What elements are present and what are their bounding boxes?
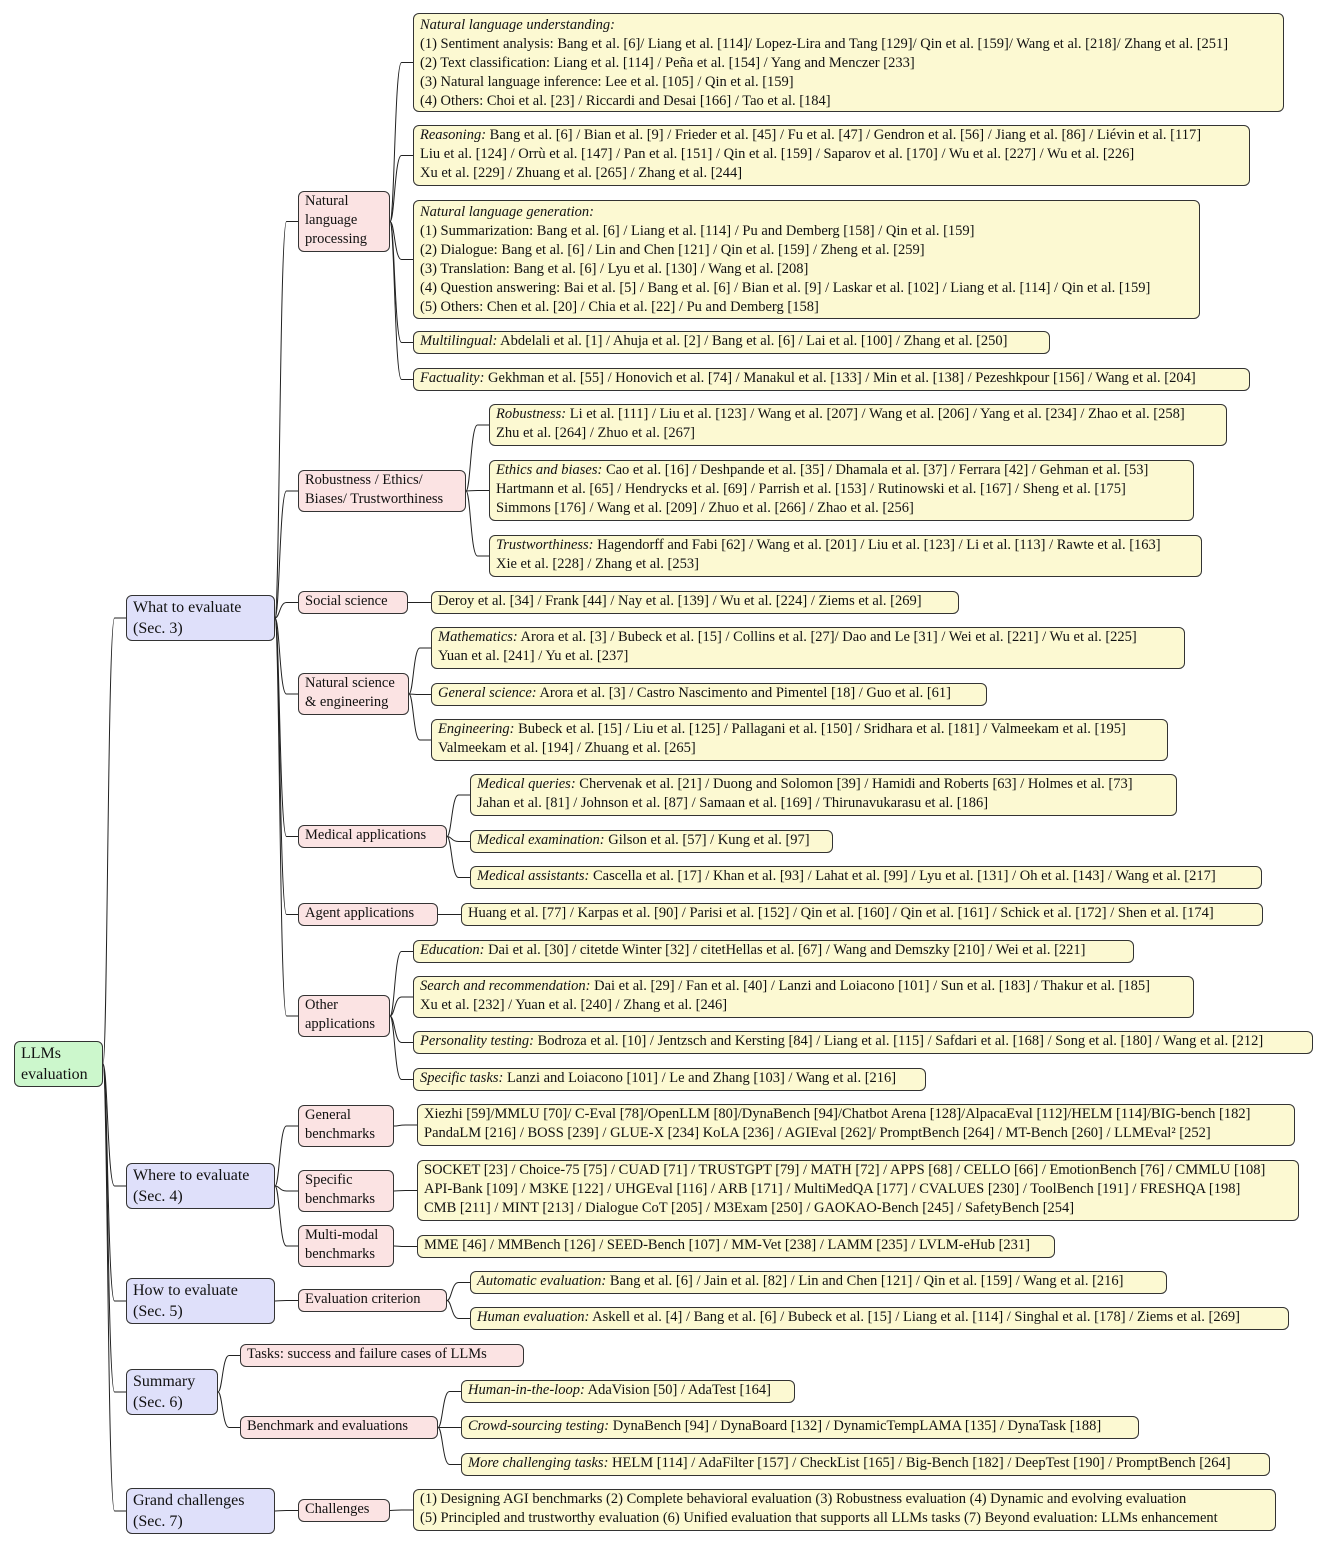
personality-text: Bodroza et al. [10] / Jentzsch and Kersting [84] / Liang et al. [115] / Safdari et al. [168] / Song et al. [180] / Wang et al. [212]	[533, 1033, 1264, 1049]
nlu-line-2: (2) Text classification: Liang et al. [114] / Peña et al. [154] / Yang and Menczer [233]	[420, 55, 915, 71]
edge-how-to-evaluate-node-evaluation-criterion-node	[275, 1301, 298, 1302]
general-bench-line-1: Xiezhi [59]/MMLU [70]/ C-Eval [78]/OpenLLM [80]/DynaBench [94]/Chatbot Arena [128]/AlpacaEval [112]/HELM [114]/BIG-bench [182]	[424, 1106, 1251, 1122]
general-bench-label-2: benchmarks	[305, 1126, 376, 1142]
med-exam-label: Medical examination:	[477, 832, 605, 848]
medical-applications-node	[298, 825, 447, 848]
med-queries-line-2: Jahan et al. [81] / Johnson et al. [87] / Samaan et al. [169] / Thirunavukarasu et al. [186]	[477, 795, 989, 811]
trust-line-2: Xie et al. [228] / Zhang et al. [253]	[496, 556, 699, 572]
general-science-label: General science:	[438, 685, 537, 701]
specific-bench-line-2: API-Bank [109] / M3KE [122] / UHGEval [116] / ARB [171] / MultiMedQA [177] / CVALUES [230] / ToolBench [191] / FRESHQA [198]	[424, 1181, 1241, 1197]
edge-grand-challenges-node-challenges-node	[275, 1511, 298, 1512]
robust-label-1: Robustness / Ethics/	[305, 472, 423, 488]
medical-examination-leaf	[470, 830, 833, 853]
summary-sec: (Sec. 6)	[133, 1394, 183, 1411]
trustworthiness-leaf	[489, 535, 1202, 577]
edge-natural-science-node-general-science-leaf	[409, 694, 431, 695]
what-to-evaluate-node	[126, 595, 275, 641]
bench-eval-label: Benchmark and evaluations	[247, 1418, 409, 1434]
nlg-title: Natural language generation:	[420, 204, 594, 220]
edge-nlp-node-nlu-leaf	[390, 63, 413, 222]
nlp-label-1: Natural	[305, 193, 349, 209]
challenging-tasks-leaf	[461, 1453, 1270, 1476]
medical-label: Medical applications	[305, 827, 427, 843]
root-label: LLMs evaluation	[21, 1045, 88, 1083]
edge-robustness-ethics-node-ethics-biases-leaf	[466, 491, 489, 492]
personality-testing-leaf	[413, 1031, 1313, 1054]
social-science-node	[298, 591, 408, 614]
personality-label: Personality testing:	[420, 1033, 534, 1049]
summary-label: Summary	[133, 1373, 196, 1390]
med-queries-line-1: Chervenak et al. [21] / Duong and Solomon [39] / Hamidi and Roberts [63] / Holmes et al. [73]	[575, 776, 1133, 792]
automatic-evaluation-leaf	[470, 1271, 1167, 1294]
math-line-2: Yuan et al. [241] / Yu et al. [237]	[438, 648, 629, 664]
edge-benchmark-evaluations-node-human-in-the-loop-leaf	[438, 1392, 461, 1428]
natsci-label-2: & engineering	[305, 694, 389, 710]
edge-general-benchmarks-node-general-benchmarks-leaf	[394, 1125, 417, 1126]
natsci-label-1: Natural science	[305, 675, 395, 691]
specific-tasks-leaf	[413, 1068, 926, 1091]
ethics-biases-leaf	[489, 460, 1194, 521]
eng-line-2: Valmeekam et al. [194] / Zhuang et al. [265]	[438, 740, 696, 756]
hitl-text: AdaVision [50] / AdaTest [164]	[584, 1382, 771, 1398]
specific-bench-line-3: CMB [211] / MINT [213] / Dialogue CoT [205] / M3Exam [250] / GAOKAO-Bench [245] / SafetyBench [254]	[424, 1200, 1075, 1216]
grand-label: Grand challenges	[133, 1492, 245, 1509]
summary-node	[126, 1369, 218, 1415]
challenges-line-1: (1) Designing AGI benchmarks (2) Complete behavioral evaluation (3) Robustness evaluation (4) Dynamic and evolving evaluation	[420, 1491, 1187, 1507]
reasoning-leaf	[413, 125, 1250, 186]
robustness-label: Robustness:	[496, 406, 567, 422]
nlg-line-1: (1) Summarization: Bang et al. [6] / Liang et al. [114] / Pu and Demberg [158] / Qin et al. [159]	[420, 223, 975, 239]
reasoning-line-1: Bang et al. [6] / Bian et al. [9] / Frieder et al. [45] / Fu et al. [47] / Gendron et al. [56] / Jiang et al. [86] / Liévin et al. [117]	[486, 127, 1202, 143]
what-sec: (Sec. 3)	[133, 620, 183, 637]
ethics-line-1: Cao et al. [16] / Deshpande et al. [35] / Dhamala et al. [37] / Ferrara [42] / Gehman et al. [53]	[602, 462, 1149, 478]
trust-label: Trustworthiness:	[496, 537, 594, 553]
where-sec: (Sec. 4)	[133, 1188, 183, 1205]
social-text: Deroy et al. [34] / Frank [44] / Nay et al. [139] / Wu et al. [224] / Ziems et al. [269]	[438, 593, 922, 609]
medical-assistants-leaf	[470, 866, 1262, 889]
human-text: Askell et al. [4] / Bang et al. [6] / Bubeck et al. [15] / Liang et al. [114] / Singhal et al. [178] / Ziems et al. [269]	[589, 1309, 1240, 1325]
evaluation-criterion-node	[298, 1289, 447, 1312]
edge-where-to-evaluate-node-specific-benchmarks-node	[275, 1186, 298, 1191]
search-label: Search and recommendation:	[420, 978, 591, 994]
edge-specific-benchmarks-node-specific-benchmarks-leaf	[394, 1191, 417, 1192]
human-in-the-loop-leaf	[461, 1380, 795, 1403]
other-label-2: applications	[305, 1016, 376, 1032]
natural-science-node	[298, 673, 409, 715]
reasoning-label: Reasoning:	[420, 127, 487, 143]
edge-natural-science-node-mathematics-leaf	[409, 648, 431, 694]
nlp-label-3: processing	[305, 231, 368, 247]
ethics-line-3: Simmons [176] / Wang et al. [209] / Zhuo et al. [266] / Zhao et al. [256]	[496, 500, 914, 516]
hard-text: HELM [114] / AdaFilter [157] / CheckList [165] / Big-Bench [182] / DeepTest [190] / PromptBench [264]	[608, 1455, 1231, 1471]
multimodal-label-1: Multi-modal	[305, 1227, 379, 1243]
crowd-label: Crowd-sourcing testing:	[468, 1418, 610, 1434]
reasoning-line-3: Xu et al. [229] / Zhuang et al. [265] / Zhang et al. [244]	[420, 165, 743, 181]
multilingual-text: Abdelali et al. [1] / Ahuja et al. [2] / Bang et al. [6] / Lai et al. [100] / Zhang et al. [250]	[497, 333, 1008, 349]
hitl-label: Human-in-the-loop:	[468, 1382, 585, 1398]
search-line-2: Xu et al. [232] / Yuan et al. [240] / Zhang et al. [246]	[420, 997, 728, 1013]
general-science-leaf	[431, 683, 987, 706]
edge-robustness-ethics-node-robustness-leaf	[466, 425, 489, 491]
nlg-line-5: (5) Others: Chen et al. [20] / Chia et al. [22] / Pu and Demberg [158]	[420, 299, 819, 315]
nlg-leaf	[413, 200, 1200, 319]
general-bench-line-2: PandaLM [216] / BOSS [239] / GLUE-X [234] KoLA [236] / AGIEval [262]/ PromptBench [264] / MT-Bench [260] / LLMEval² [252]	[424, 1125, 1211, 1141]
general-bench-label-1: General	[305, 1107, 351, 1123]
edge-what-to-evaluate-node-nlp-node	[275, 222, 298, 619]
robustness-line-1: Li et al. [111] / Liu et al. [123] / Wang et al. [207] / Wang et al. [206] / Yang et al. [234] / Zhao et al. [258]	[566, 406, 1185, 422]
search-recommendation-leaf	[413, 976, 1194, 1018]
robust-label-2: Biases/ Trustworthiness	[305, 491, 444, 507]
where-to-evaluate-node	[126, 1163, 275, 1209]
edge-medical-applications-node-medical-assistants-leaf	[447, 837, 470, 878]
robustness-line-2: Zhu et al. [264] / Zhuo et al. [267]	[496, 425, 695, 441]
crowd-sourcing-leaf	[461, 1416, 1139, 1439]
nlu-leaf	[413, 13, 1284, 112]
specific-tasks-label: Specific tasks:	[420, 1070, 504, 1086]
math-label: Mathematics:	[438, 629, 518, 645]
general-benchmarks-node	[298, 1105, 394, 1147]
specific-benchmarks-leaf	[417, 1160, 1299, 1221]
specific-benchmarks-node	[298, 1170, 394, 1212]
edge-where-to-evaluate-node-multimodal-benchmarks-node	[275, 1186, 298, 1246]
general-science-text: Arora et al. [3] / Castro Nascimento and Pimentel [18] / Guo et al. [61]	[536, 685, 951, 701]
nlp-node	[298, 191, 390, 252]
multimodal-benchmarks-node	[298, 1225, 394, 1267]
general-benchmarks-leaf	[417, 1104, 1295, 1146]
specific-bench-label-2: benchmarks	[305, 1191, 376, 1207]
medical-queries-leaf	[470, 774, 1177, 816]
edge-multimodal-benchmarks-node-multimodal-benchmarks-leaf	[394, 1246, 417, 1247]
nlg-line-4: (4) Question answering: Bai et al. [5] / Bang et al. [6] / Bian et al. [9] / Laskar et al. [102] / Liang et al. [114] / Qin et al. [159]	[420, 280, 1151, 296]
engineering-leaf	[431, 719, 1168, 761]
ethics-line-2: Hartmann et al. [65] / Hendrycks et al. [69] / Parrish et al. [153] / Rutinowski et al. [167] / Sheng et al. [175]	[496, 481, 1126, 497]
factuality-text: Gekhman et al. [55] / Honovich et al. [74] / Manakul et al. [133] / Min et al. [138] / Pezeshkpour [156] / Wang et al. [204]	[484, 370, 1196, 386]
edge-other-applications-node-education-leaf	[390, 952, 413, 1017]
multilingual-label: Multilingual:	[420, 333, 498, 349]
other-label-1: Other	[305, 997, 339, 1013]
edge-robustness-ethics-node-trustworthiness-leaf	[466, 491, 489, 556]
multimodal-label-2: benchmarks	[305, 1246, 376, 1262]
where-label: Where to evaluate	[133, 1167, 250, 1184]
edge-root-node-what-to-evaluate-node	[103, 618, 126, 1064]
challenges-node	[298, 1499, 390, 1522]
edge-what-to-evaluate-node-social-science-node	[275, 603, 298, 619]
crowd-text: DynaBench [94] / DynaBoard [132] / DynamicTempLAMA [135] / DynaTask [188]	[609, 1418, 1102, 1434]
math-line-1: Arora et al. [3] / Bubeck et al. [15] / Collins et al. [27]/ Dao and Le [31] / Wei et al. [221] / Wu et al. [225]	[517, 629, 1137, 645]
challenges-leaf	[413, 1489, 1276, 1531]
criterion-label: Evaluation criterion	[305, 1291, 421, 1307]
robustness-ethics-node	[298, 470, 466, 512]
agent-applications-node	[298, 903, 438, 926]
med-assist-label: Medical assistants:	[477, 868, 590, 884]
edge-summary-node-benchmark-evaluations-node	[218, 1392, 240, 1428]
factuality-leaf	[413, 368, 1250, 391]
nlg-line-2: (2) Dialogue: Bang et al. [6] / Lin and Chen [121] / Qin et al. [159] / Zheng et al. [259]	[420, 242, 925, 258]
root-node	[14, 1041, 103, 1087]
med-assist-text: Cascella et al. [17] / Khan et al. [93] / Lahat et al. [99] / Lyu et al. [131] / Oh et al. [143] / Wang et al. [217]	[589, 868, 1216, 884]
specific-bench-line-1: SOCKET [23] / Choice-75 [75] / CUAD [71] / TRUSTGPT [79] / MATH [72] / APPS [68] / CELLO [66] / EmotionBench [76] / CMMLU [108]	[424, 1162, 1266, 1178]
edge-summary-node-tasks-node	[218, 1356, 240, 1393]
multilingual-leaf	[413, 331, 1050, 354]
edge-challenges-node-challenges-leaf	[390, 1510, 413, 1511]
med-queries-label: Medical queries:	[477, 776, 576, 792]
agent-applications-leaf	[461, 903, 1263, 926]
automatic-text: Bang et al. [6] / Jain et al. [82] / Lin and Chen [121] / Qin et al. [159] / Wang et al. [216]	[606, 1273, 1124, 1289]
mathematics-leaf	[431, 627, 1185, 669]
hard-label: More challenging tasks:	[468, 1455, 609, 1471]
grand-challenges-node	[126, 1488, 275, 1534]
agent-label: Agent applications	[305, 905, 415, 921]
nlu-line-1: (1) Sentiment analysis: Bang et al. [6]/ Liang et al. [114]/ Lopez-Lira and Tang [129]/ Qin et al. [159]/ Wang et al. [218]/ Zhang et al. [251]	[420, 36, 1229, 52]
multimodal-benchmarks-leaf	[417, 1235, 1055, 1258]
automatic-label: Automatic evaluation:	[477, 1273, 607, 1289]
challenges-label: Challenges	[305, 1501, 370, 1517]
tasks-node	[240, 1344, 524, 1367]
nlp-label-2: language	[305, 212, 358, 228]
education-label: Education:	[420, 942, 485, 958]
grand-sec: (Sec. 7)	[133, 1513, 183, 1530]
reasoning-line-2: Liu et al. [124] / Orrù et al. [147] / Pan et al. [151] / Qin et al. [159] / Saparov et al. [170] / Wu et al. [227] / Wu et al. [226]	[420, 146, 1135, 162]
nlg-line-3: (3) Translation: Bang et al. [6] / Lyu et al. [130] / Wang et al. [208]	[420, 261, 809, 277]
eng-line-1: Bubeck et al. [15] / Liu et al. [125] / Pallagani et al. [150] / Sridhara et al. [181] / Valmeekam et al. [195]	[514, 721, 1126, 737]
trust-line-1: Hagendorff and Fabi [62] / Wang et al. [201] / Liu et al. [123] / Li et al. [113] / Rawte et al. [163]	[593, 537, 1161, 553]
eng-label: Engineering:	[438, 721, 515, 737]
human-label: Human evaluation:	[477, 1309, 590, 1325]
edge-medical-applications-node-medical-examination-leaf	[447, 837, 470, 842]
edge-nlp-node-multilingual-leaf	[390, 222, 413, 343]
how-to-evaluate-node	[126, 1278, 275, 1324]
challenges-line-2: (5) Principled and trustworthy evaluation (6) Unified evaluation that supports all LLMs tasks (7) Beyond evaluation: LLMs enhancement	[420, 1510, 1218, 1526]
factuality-label: Factuality:	[420, 370, 485, 386]
specific-tasks-text: Lanzi and Loiacono [101] / Le and Zhang [103] / Wang et al. [216]	[503, 1070, 897, 1086]
what-label: What to evaluate	[133, 599, 242, 616]
nlu-title: Natural language understanding:	[420, 17, 615, 33]
nlu-line-4: (4) Others: Choi et al. [23] / Riccardi and Desai [166] / Tao et al. [184]	[420, 93, 831, 109]
tasks-label: Tasks: success and failure cases of LLMs	[247, 1346, 487, 1362]
edge-natural-science-node-engineering-leaf	[409, 694, 431, 740]
robustness-leaf	[489, 404, 1227, 446]
human-evaluation-leaf	[470, 1307, 1289, 1330]
how-label: How to evaluate	[133, 1282, 238, 1299]
education-leaf	[413, 940, 1134, 963]
social-label: Social science	[305, 593, 388, 609]
nlu-line-3: (3) Natural language inference: Lee et al. [105] / Qin et al. [159]	[420, 74, 794, 90]
edge-medical-applications-node-medical-queries-leaf	[447, 795, 470, 837]
other-applications-node	[298, 995, 390, 1037]
edge-where-to-evaluate-node-general-benchmarks-node	[275, 1126, 298, 1186]
multimodal-text: MME [46] / MMBench [126] / SEED-Bench [107] / MM-Vet [238] / LAMM [235] / LVLM-eHub [231]	[424, 1237, 1030, 1253]
specific-bench-label-1: Specific	[305, 1172, 353, 1188]
agent-text: Huang et al. [77] / Karpas et al. [90] / Parisi et al. [152] / Qin et al. [160] / Qin et al. [161] / Schick et al. [172] / Shen et al. [174]	[468, 905, 1214, 921]
ethics-label: Ethics and biases:	[496, 462, 603, 478]
social-science-leaf	[431, 591, 959, 614]
search-line-1: Dai et al. [29] / Fan et al. [40] / Lanzi and Loiacono [101] / Sun et al. [183] / Thakur et al. [185]	[590, 978, 1150, 994]
edge-evaluation-criterion-node-human-evaluation-leaf	[447, 1301, 470, 1319]
education-text: Dai et al. [30] / citetde Winter [32] / citetHellas et al. [67] / Wang and Demszky [210] / Wei et al. [221]	[484, 942, 1086, 958]
benchmark-evaluations-node	[240, 1416, 438, 1439]
edge-benchmark-evaluations-node-challenging-tasks-leaf	[438, 1428, 461, 1465]
med-exam-text: Gilson et al. [57] / Kung et al. [97]	[604, 832, 810, 848]
edge-other-applications-node-specific-tasks-leaf	[390, 1016, 413, 1080]
how-sec: (Sec. 5)	[133, 1303, 183, 1320]
edge-evaluation-criterion-node-automatic-evaluation-leaf	[447, 1283, 470, 1301]
